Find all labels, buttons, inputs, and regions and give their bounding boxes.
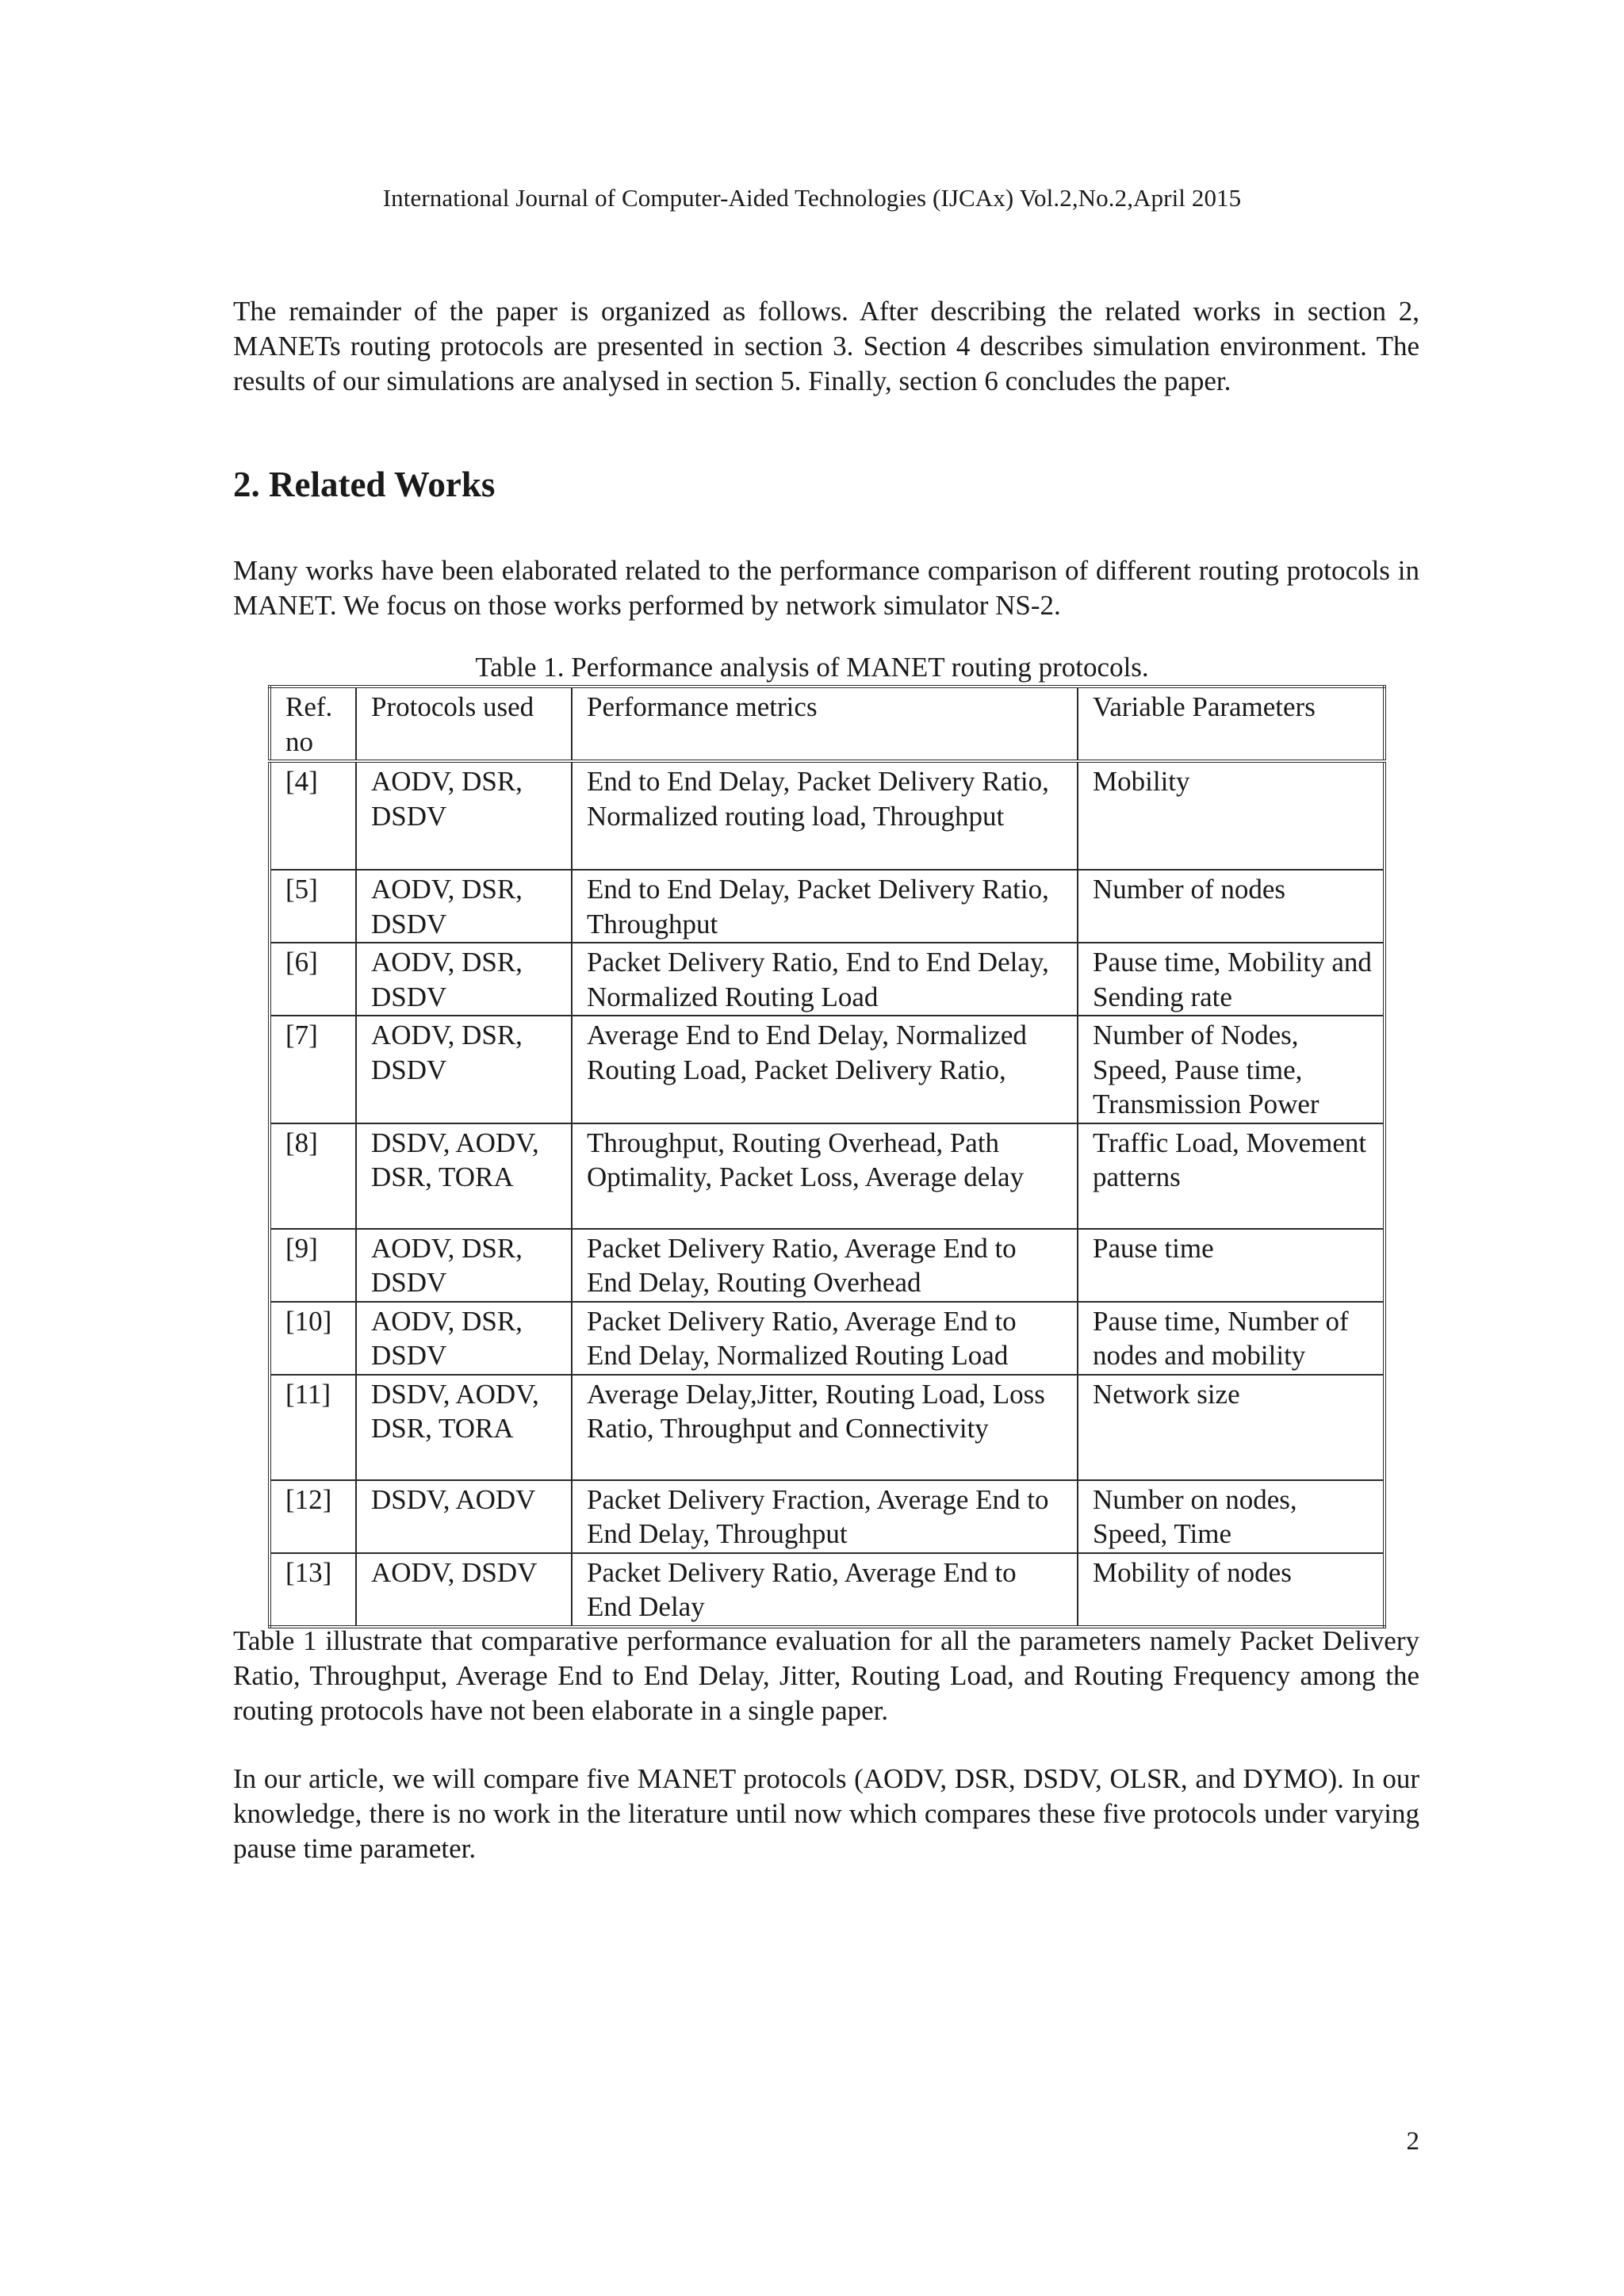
cell-metrics: Packet Delivery Ratio, End to End Delay, Normalized Routing Load [572,943,1078,1016]
cell-ref: [9] [270,1229,356,1302]
cell-protocols: DSDV, AODV, DSR, TORA [356,1375,572,1480]
table-row [270,943,1385,1016]
cell-ref: [5] [270,870,356,943]
cell-metrics: Average End to End Delay, Normalized Routing Load, Packet Delivery Ratio, [572,1016,1078,1123]
table-discussion-paragraph: Table 1 illustrate that comparative performance evaluation for all the parameters namely Packet Delivery Ratio, Throughput, Average End to End Delay, Jitter, Routing Load, and Routing Frequency among the routing protocols have not been elaborate in a single paper. [233,1625,1419,1726]
page-number: 2 [1406,2127,1419,2156]
cell-ref: [7] [270,1016,356,1123]
header-parameters: Variable Parameters [1078,687,1385,761]
cell-protocols: DSDV, AODV [356,1480,572,1553]
cell-parameters: Traffic Load, Movement patterns [1078,1123,1385,1229]
cell-parameters: Pause time [1078,1229,1385,1302]
cell-ref: [12] [270,1480,356,1553]
cell-metrics: Packet Delivery Ratio, Average End to End Delay [572,1553,1078,1627]
cell-protocols: AODV, DSR, DSDV [356,1302,572,1375]
cell-ref: [11] [270,1375,356,1480]
cell-parameters: Pause time, Mobility and Sending rate [1078,943,1385,1016]
cell-protocols: AODV, DSDV [356,1553,572,1627]
cell-ref: [6] [270,943,356,1016]
cell-metrics: Throughput, Routing Overhead, Path Optimality, Packet Loss, Average delay [572,1123,1078,1229]
cell-parameters: Mobility of nodes [1078,1553,1385,1627]
cell-parameters: Network size [1078,1375,1385,1480]
header-metrics: Performance metrics [572,687,1078,761]
cell-metrics: Packet Delivery Ratio, Average End to End Delay, Routing Overhead [572,1229,1078,1302]
table-row [270,1553,1385,1627]
cell-protocols: AODV, DSR, DSDV [356,870,572,943]
cell-protocols: AODV, DSR, DSDV [356,761,572,870]
table-row [270,1375,1385,1480]
cell-metrics: Average Delay,Jitter, Routing Load, Loss Ratio, Throughput and Connectivity [572,1375,1078,1480]
table-row [270,761,1385,870]
cell-parameters: Mobility [1078,761,1385,870]
table-row [270,1229,1385,1302]
cell-ref: [8] [270,1123,356,1229]
cell-ref: [10] [270,1302,356,1375]
cell-metrics: End to End Delay, Packet Delivery Ratio, Normalized routing load, Throughput [572,761,1078,870]
cell-metrics: End to End Delay, Packet Delivery Ratio, Throughput [572,870,1078,943]
cell-protocols: AODV, DSR, DSDV [356,1229,572,1302]
cell-metrics: Packet Delivery Fraction, Average End to End Delay, Throughput [572,1480,1078,1553]
cell-parameters: Number on nodes, Speed, Time [1078,1480,1385,1553]
performance-table [268,685,1386,1628]
cell-protocols: AODV, DSR, DSDV [356,943,572,1016]
table-row [270,870,1385,943]
table-row [270,1480,1385,1553]
cell-parameters: Number of Nodes, Speed, Pause time, Transmission Power [1078,1016,1385,1123]
cell-protocols: AODV, DSR, DSDV [356,1016,572,1123]
header-ref-no: Ref. no [270,687,356,761]
running-header: International Journal of Computer-Aided Technologies (IJCAx) Vol.2,No.2,April 2015 [382,184,1242,212]
section-heading: 2. Related Works [233,465,496,504]
table-row [270,1123,1385,1229]
table-header-row [270,687,1385,761]
table-caption: Table 1. Performance analysis of MANET routing protocols. [475,652,1149,683]
table-row [270,1016,1385,1123]
header-protocols: Protocols used [356,687,572,761]
related-works-paragraph: Many works have been elaborated related to the performance comparison of different routing protocols in MANET. We focus on those works performed by network simulator NS-2. [233,555,1419,621]
cell-parameters: Pause time, Number of nodes and mobility [1078,1302,1385,1375]
cell-parameters: Number of nodes [1078,870,1385,943]
article-paragraph: In our article, we will compare five MANET protocols (AODV, DSR, DSDV, OLSR, and DYMO). In our knowledge, there is no work in the literature until now which compares these five protocols under varying pause time parameter. [233,1763,1419,1864]
intro-paragraph: The remainder of the paper is organized as follows. After describing the related works in section 2, MANETs routing protocols are presented in section 3. Section 4 describes simulation environment. The results of our simulations are analysed in section 5. Finally, section 6 concludes the paper. [233,296,1419,396]
cell-ref: [13] [270,1553,356,1627]
table-row [270,1302,1385,1375]
cell-ref: [4] [270,761,356,870]
cell-protocols: DSDV, AODV, DSR, TORA [356,1123,572,1229]
cell-metrics: Packet Delivery Ratio, Average End to End Delay, Normalized Routing Load [572,1302,1078,1375]
